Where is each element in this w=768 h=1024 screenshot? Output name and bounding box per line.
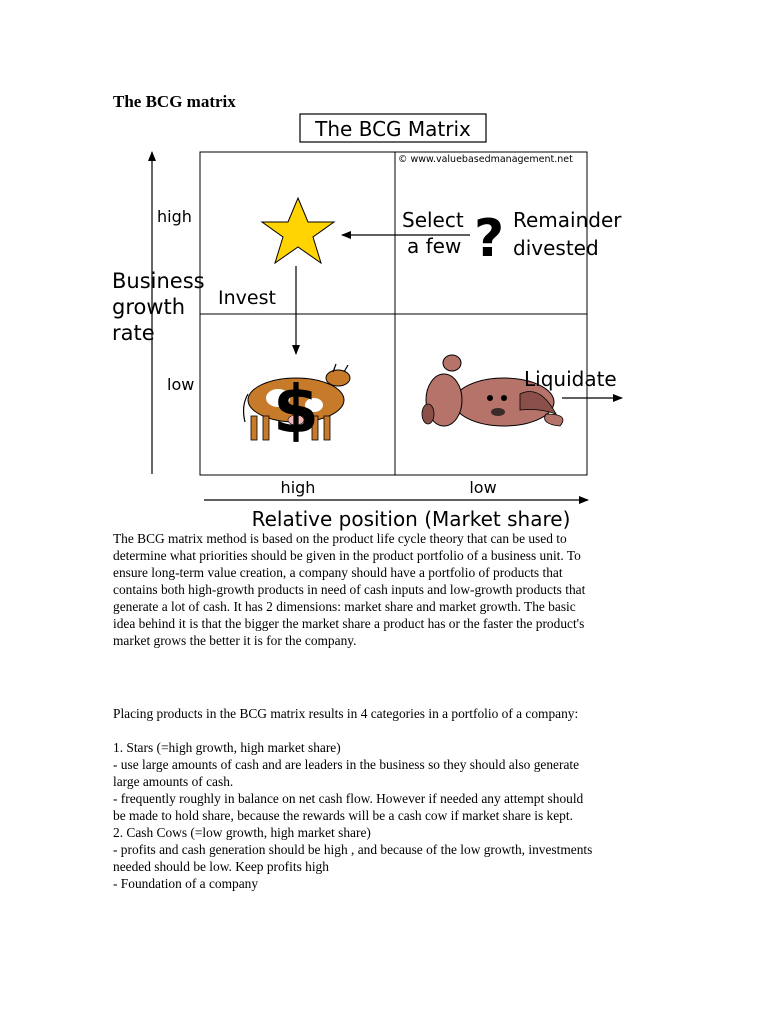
copyright-note: © www.valuebasedmanagement.net — [398, 154, 573, 165]
text-line: needed should be low. Keep profits high — [113, 859, 329, 874]
x-axis-label: Relative position (Market share) — [251, 507, 571, 531]
text-line: - Foundation of a company — [113, 876, 259, 891]
text-line: contains both high-growth products in need of cash inputs and low-growth products that — [113, 582, 586, 597]
diagram-title: The BCG Matrix — [315, 117, 471, 141]
text-line: be made to hold share, because the rewards will be a cash cow if market share is kept. — [113, 808, 573, 823]
page-heading: The BCG matrix — [113, 92, 236, 111]
remainder-label-line-1: Remainder — [513, 208, 622, 232]
select-label-line-1: Select — [402, 208, 464, 232]
text-line: generate a lot of cash. It has 2 dimensions: market share and market growth. The basic — [113, 599, 576, 614]
text-line: The BCG matrix method is based on the product life cycle theory that can be used to — [113, 531, 567, 546]
text-line: market grows the better it is for the company. — [113, 633, 357, 648]
dollar-sign: $ — [273, 371, 319, 448]
question-mark-icon: ? — [474, 209, 505, 269]
star-icon — [262, 198, 334, 263]
text-line: determine what priorities should be given in the product portfolio of a business unit. To — [113, 548, 581, 563]
text-line: 1. Stars (=high growth, high market share) — [113, 740, 341, 755]
x-high-label: high — [280, 478, 316, 497]
text-line: idea behind it is that the bigger the market share a product has or the faster the product's — [113, 616, 585, 631]
invest-label: Invest — [218, 287, 276, 309]
text-line: large amounts of cash. — [113, 774, 234, 789]
text-line: - profits and cash generation should be high , and because of the low growth, investments — [113, 842, 593, 857]
y-low-label: low — [167, 375, 195, 394]
text-line: 2. Cash Cows (=low growth, high market share) — [113, 825, 371, 840]
text-line: - frequently roughly in balance on net cash flow. However if needed any attempt should — [113, 791, 584, 806]
remainder-label-line-2: divested — [513, 236, 599, 260]
text-line — [113, 722, 673, 739]
select-label-line-2: a few — [407, 234, 462, 258]
paragraph-intro — [113, 530, 673, 649]
text-line: Placing products in the BCG matrix results in 4 categories in a portfolio of a company: — [113, 706, 579, 721]
text-line: - use large amounts of cash and are leaders in the business so they should also generate — [113, 757, 580, 772]
y-axis-label-line-3: rate — [112, 321, 155, 345]
bcg-matrix-diagram — [100, 108, 660, 533]
x-low-label: low — [469, 478, 497, 497]
paragraph-categories — [113, 705, 673, 892]
text-line: ensure long-term value creation, a company should have a portfolio of products that — [113, 565, 563, 580]
y-axis-label-line-1: Business — [112, 269, 205, 293]
y-axis-label-line-2: growth — [112, 295, 186, 319]
liquidate-label: Liquidate — [524, 367, 617, 391]
y-high-label: high — [157, 207, 192, 226]
